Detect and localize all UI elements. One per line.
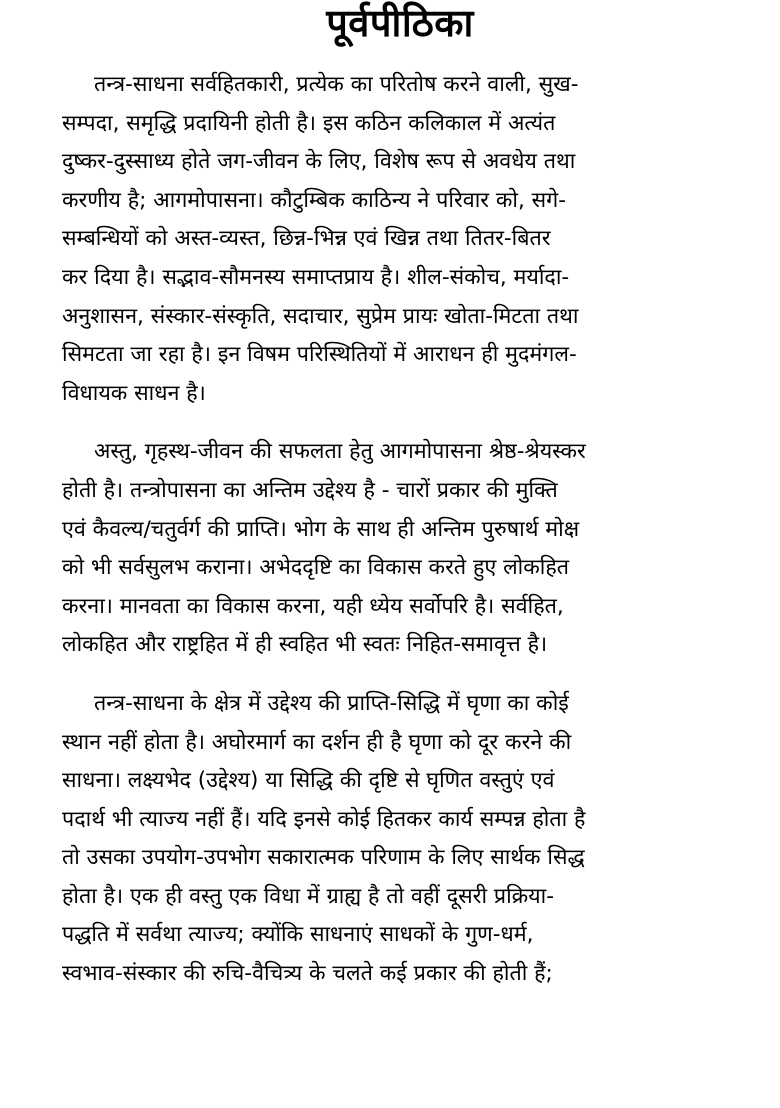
text-line: पदार्थ भी त्याज्य नहीं हैं। यदि इनसे कोई हितकर कार्य सम्पन्न होता है (62, 806, 586, 832)
text-line: तन्त्र-साधना के क्षेत्र में उद्देश्य की प्राप्ति-सिद्धि में घृणा का कोई (94, 690, 569, 716)
paragraph-1 (62, 66, 738, 413)
text-line: अस्तु, गृहस्थ-जीवन की सफलता हेतु आगमोपासना श्रेष्ठ-श्रेयस्कर (94, 439, 586, 465)
text-line: विधायक साधन है। (62, 380, 206, 406)
text-line: तो उसका उपयोग-उपभोग सकारात्मक परिणाम के लिए सार्थक सिद्ध (62, 845, 585, 871)
text-line: पद्धति में सर्वथा त्याज्य; क्योंकि साधनाएं साधकों के गुण-धर्म, (62, 922, 534, 948)
text-line: करणीय है; आगमोपासना। कौटुम्बिक काठिन्य ने परिवार को, सगे- (62, 187, 567, 213)
text-line: स्थान नहीं होता है। अघोरमार्ग का दर्शन ही है घृणा को दूर करने की (62, 729, 572, 755)
text-line: स्वभाव-संस्कार की रुचि-वैचित्र्य के चलते कई प्रकार की होती हैं; (62, 961, 553, 987)
text-line: साधना। लक्ष्यभेद (उद्देश्य) या सिद्धि की दृष्टि से घृणित वस्तुएं एवं (62, 768, 555, 794)
paragraph-3 (62, 685, 738, 994)
text-line: अनुशासन, संस्कार-संस्कृति, सदाचार, सुप्रेम प्रायः खोता-मिटता तथा (62, 303, 579, 329)
text-line: कर दिया है। सद्भाव-सौमनस्य समाप्तप्राय है। शील-संकोच, मर्यादा- (62, 264, 570, 290)
text-line: सम्पदा, समृद्धि प्रदायिनी होती है। इस कठिन कलिकाल में अत्यंत (62, 110, 556, 136)
page-title: पूर्वपीठिका (326, 1, 474, 45)
text-line: होता है। एक ही वस्तु एक विधा में ग्राह्य है तो वहीं दूसरी प्रक्रिया- (62, 883, 554, 909)
paragraph-2 (62, 433, 738, 665)
text-line: होती है। तन्त्रोपासना का अन्तिम उद्देश्य है - चारों प्रकार की मुक्ति (62, 477, 558, 503)
text-line: दुष्कर-दुस्साध्य होते जग-जीवन के लिए, विशेष रूप से अवधेय तथा (62, 149, 576, 175)
text-line: करना। मानवता का विकास करना, यही ध्येय सर्वोपरि है। सर्वहित, (62, 593, 564, 619)
text-line: एवं कैवल्य/चतुर्वर्ग की प्राप्ति। भोग के साथ ही अन्तिम पुरुषार्थ मोक्ष (62, 516, 580, 542)
text-line: सिमटता जा रहा है। इन विषम परिस्थितियों में आराधन ही मुदमंगल- (62, 342, 577, 368)
text-line: को भी सर्वसुलभ कराना। अभेददृष्टि का विकास करते हुए लोकहित (62, 555, 569, 581)
text-line: सम्बन्धियों को अस्त-व्यस्त, छिन्न-भिन्न एवं खिन्न तथा तितर-बितर (62, 226, 551, 252)
text-line: लोकहित और राष्ट्रहित में ही स्वहित भी स्वतः निहित-समावृत्त है। (62, 632, 548, 658)
text-line: तन्त्र-साधना सर्वहितकारी, प्रत्येक का परितोष करने वाली, सुख- (94, 72, 579, 97)
